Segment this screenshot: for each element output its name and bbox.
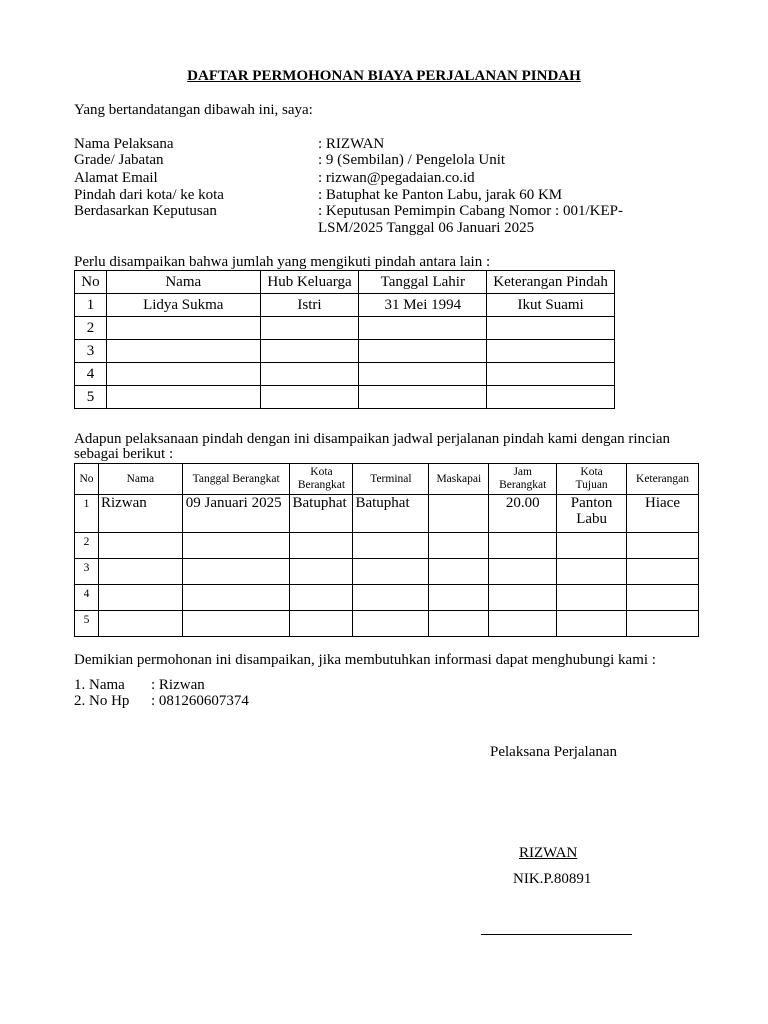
table-row (75, 317, 615, 340)
family-cell (260, 363, 359, 386)
field-label-grade-jabatan: Grade/ Jabatan (74, 152, 164, 168)
family-cell: 31 Mei 1994 (359, 294, 487, 317)
signature-line (481, 934, 632, 935)
trip-table-header (75, 464, 699, 495)
trip-cell (290, 559, 353, 585)
trip-cell (557, 585, 627, 611)
field-value-alamat-email: : rizwan@pegadaian.co.id (318, 170, 475, 186)
family-table (74, 270, 615, 409)
family-header-hub: Hub Keluarga (260, 271, 359, 294)
family-cell (359, 386, 487, 409)
trip-header-no: No (75, 464, 99, 495)
family-cell (487, 386, 615, 409)
trip-cell (290, 611, 353, 637)
table-row (75, 611, 699, 637)
family-header-no: No (75, 271, 107, 294)
trip-header-jam-berangkat: Jam Berangkat (489, 464, 557, 495)
trip-cell (429, 495, 489, 533)
trip-cell (557, 559, 627, 585)
trip-cell (557, 611, 627, 637)
trip-cell (627, 533, 699, 559)
family-header-tgl-lahir: Tanggal Lahir (359, 271, 487, 294)
trip-intro-line1: Adapun pelaksanaan pindah dengan ini disampaikan jadwal perjalanan pindah kami dengan rincian (74, 431, 671, 447)
trip-cell: Rizwan (98, 495, 182, 533)
field-label-pindah-kota: Pindah dari kota/ ke kota (74, 187, 224, 203)
trip-header-kota-berangkat: Kota Berangkat (290, 464, 353, 495)
trip-cell: Hiace (627, 495, 699, 533)
trip-cell (353, 533, 429, 559)
trip-header-terminal: Terminal (353, 464, 429, 495)
trip-cell-no: 1 (75, 495, 99, 533)
trip-cell (98, 611, 182, 637)
signature-name: RIZWAN (519, 845, 578, 861)
family-table-header (75, 271, 615, 294)
trip-cell-no: 5 (75, 611, 99, 637)
trip-cell: Batuphat (353, 495, 429, 533)
family-cell: 5 (75, 386, 107, 409)
trip-cell: Batuphat (290, 495, 353, 533)
trip-cell (182, 559, 290, 585)
trip-cell (290, 533, 353, 559)
closing-text: Demikian permohonan ini disampaikan, jika membutuhkan informasi dapat menghubungi kami : (74, 652, 656, 668)
family-cell (106, 386, 260, 409)
family-cell (487, 363, 615, 386)
family-cell (487, 340, 615, 363)
field-value-keputusan: : Keputusan Pemimpin Cabang Nomor : 001/KEP- (318, 203, 623, 219)
field-label-alamat-email: Alamat Email (74, 170, 158, 186)
trip-header-kota-tujuan: Kota Tujuan (557, 464, 627, 495)
trip-cell: 20.00 (489, 495, 557, 533)
trip-cell-no: 2 (75, 533, 99, 559)
contact-value-nama: : Rizwan (151, 677, 205, 693)
family-cell: Istri (260, 294, 359, 317)
trip-cell (429, 585, 489, 611)
field-value-keputusan-cont: LSM/2025 Tanggal 06 Januari 2025 (318, 220, 535, 236)
family-cell (359, 340, 487, 363)
trip-cell (627, 585, 699, 611)
trip-cell: Panton Labu (557, 495, 627, 533)
trip-cell (182, 533, 290, 559)
trip-cell (627, 559, 699, 585)
trip-cell (290, 585, 353, 611)
field-value-pindah-kota: : Batuphat ke Panton Labu, jarak 60 KM (318, 187, 563, 203)
table-row (75, 559, 699, 585)
trip-cell (98, 533, 182, 559)
field-value-nama-pelaksana: : RIZWAN (318, 136, 385, 152)
trip-cell (489, 585, 557, 611)
contact-value-hp: : 081260607374 (151, 693, 249, 709)
signature-role: Pelaksana Perjalanan (490, 744, 618, 760)
contact-label-hp: 2. No Hp (74, 693, 130, 709)
trip-cell (353, 611, 429, 637)
trip-cell-no: 4 (75, 585, 99, 611)
family-header-nama: Nama (106, 271, 260, 294)
family-cell (487, 317, 615, 340)
family-cell (106, 317, 260, 340)
family-cell: 4 (75, 363, 107, 386)
table-row (75, 585, 699, 611)
trip-cell (353, 585, 429, 611)
trip-intro-line2: sebagai berikut : (74, 446, 174, 462)
family-cell (106, 340, 260, 363)
field-label-keputusan: Berdasarkan Keputusan (74, 203, 217, 219)
contact-label-nama: 1. Nama (74, 677, 125, 693)
field-value-grade-jabatan: : 9 (Sembilan) / Pengelola Unit (318, 152, 506, 168)
family-cell: Ikut Suami (487, 294, 615, 317)
family-cell (106, 363, 260, 386)
trip-cell (182, 585, 290, 611)
trip-cell (429, 611, 489, 637)
trip-cell: 09 Januari 2025 (182, 495, 290, 533)
trip-cell-no: 3 (75, 559, 99, 585)
trip-cell (429, 559, 489, 585)
trip-cell (353, 559, 429, 585)
family-cell (359, 363, 487, 386)
family-cell: 3 (75, 340, 107, 363)
trip-cell (489, 611, 557, 637)
family-header-keterangan: Keterangan Pindah (487, 271, 615, 294)
family-cell: 2 (75, 317, 107, 340)
trip-cell (489, 533, 557, 559)
table-row (75, 386, 615, 409)
table-row (75, 340, 615, 363)
table-row (75, 495, 699, 533)
family-cell: 1 (75, 294, 107, 317)
trip-header-keterangan: Keterangan (627, 464, 699, 495)
family-cell (359, 317, 487, 340)
family-intro: Perlu disampaikan bahwa jumlah yang mengikuti pindah antara lain : (74, 254, 491, 270)
family-cell (260, 386, 359, 409)
document-title: DAFTAR PERMOHONAN BIAYA PERJALANAN PINDAH (187, 68, 581, 84)
trip-cell (429, 533, 489, 559)
trip-cell (627, 611, 699, 637)
trip-cell (98, 559, 182, 585)
trip-table (74, 463, 699, 637)
intro-text: Yang bertandatangan dibawah ini, saya: (74, 102, 313, 118)
family-cell: Lidya Sukma (106, 294, 260, 317)
trip-cell (489, 559, 557, 585)
trip-cell (557, 533, 627, 559)
signature-nik: NIK.P.80891 (513, 871, 592, 887)
family-cell (260, 317, 359, 340)
table-row (75, 363, 615, 386)
trip-cell (182, 611, 290, 637)
field-label-nama-pelaksana: Nama Pelaksana (74, 136, 174, 152)
family-cell (260, 340, 359, 363)
trip-cell (98, 585, 182, 611)
trip-header-tanggal-berangkat: Tanggal Berangkat (182, 464, 290, 495)
table-row (75, 294, 615, 317)
trip-header-nama: Nama (98, 464, 182, 495)
table-row (75, 533, 699, 559)
trip-header-maskapai: Maskapai (429, 464, 489, 495)
